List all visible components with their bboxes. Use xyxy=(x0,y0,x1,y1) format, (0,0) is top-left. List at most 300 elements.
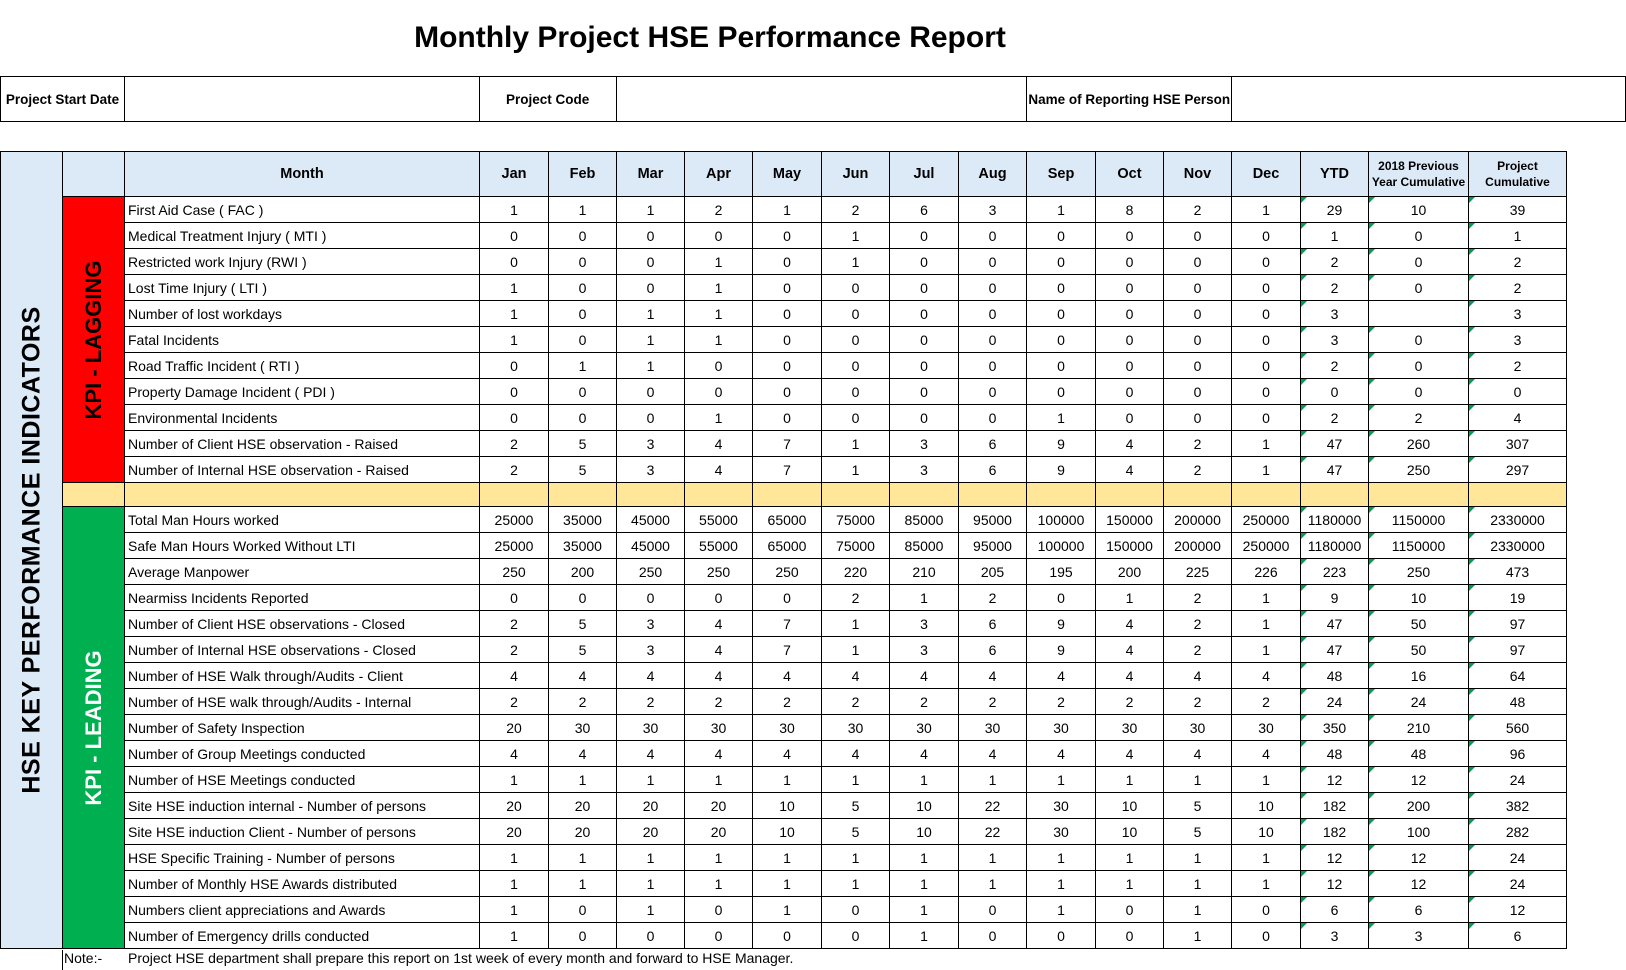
value-cell[interactable]: 12 xyxy=(1469,897,1567,923)
value-cell[interactable]: 4 xyxy=(1232,741,1301,767)
value-cell[interactable]: 0 xyxy=(822,327,890,353)
value-cell[interactable]: 250 xyxy=(685,559,753,585)
value-cell[interactable]: 1 xyxy=(822,871,890,897)
value-cell[interactable]: 0 xyxy=(1096,223,1164,249)
value-cell[interactable]: 0 xyxy=(685,223,753,249)
value-cell[interactable]: 19 xyxy=(1469,585,1567,611)
value-cell[interactable]: 5 xyxy=(549,431,617,457)
value-cell[interactable]: 0 xyxy=(959,379,1027,405)
value-cell[interactable]: 29 xyxy=(1301,197,1369,223)
value-cell[interactable]: 10 xyxy=(1369,197,1469,223)
value-cell[interactable]: 0 xyxy=(890,353,959,379)
value-cell[interactable]: 1 xyxy=(685,871,753,897)
value-cell[interactable]: 35000 xyxy=(549,507,617,533)
value-cell[interactable]: 4 xyxy=(1096,637,1164,663)
value-cell[interactable]: 0 xyxy=(1164,379,1232,405)
value-cell[interactable]: 6 xyxy=(959,457,1027,483)
value-cell[interactable]: 4 xyxy=(1164,741,1232,767)
value-cell[interactable]: 1 xyxy=(617,301,685,327)
value-cell[interactable]: 50 xyxy=(1369,611,1469,637)
value-cell[interactable]: 0 xyxy=(617,249,685,275)
value-cell[interactable]: 30 xyxy=(753,715,822,741)
value-cell[interactable]: 100 xyxy=(1369,819,1469,845)
value-cell[interactable]: 2 xyxy=(1164,431,1232,457)
value-cell[interactable]: 1 xyxy=(822,611,890,637)
value-cell[interactable]: 4 xyxy=(685,637,753,663)
value-cell[interactable]: 4 xyxy=(753,663,822,689)
value-cell[interactable]: 5 xyxy=(549,637,617,663)
value-cell[interactable]: 0 xyxy=(480,405,549,431)
value-cell[interactable]: 200 xyxy=(1369,793,1469,819)
value-cell[interactable]: 1 xyxy=(685,405,753,431)
value-cell[interactable]: 0 xyxy=(959,249,1027,275)
value-cell[interactable]: 0 xyxy=(753,353,822,379)
value-cell[interactable]: 65000 xyxy=(753,533,822,559)
value-cell[interactable]: 0 xyxy=(1096,897,1164,923)
value-cell[interactable]: 1 xyxy=(549,767,617,793)
value-cell[interactable]: 3 xyxy=(890,637,959,663)
value-cell[interactable]: 6 xyxy=(959,637,1027,663)
value-cell[interactable]: 0 xyxy=(959,223,1027,249)
value-cell[interactable]: 2 xyxy=(959,585,1027,611)
value-cell[interactable]: 1 xyxy=(959,871,1027,897)
value-cell[interactable]: 250000 xyxy=(1232,507,1301,533)
value-cell[interactable]: 0 xyxy=(1096,923,1164,949)
project-code-field[interactable] xyxy=(616,77,1027,122)
value-cell[interactable]: 1 xyxy=(1027,767,1096,793)
value-cell[interactable]: 210 xyxy=(890,559,959,585)
value-cell[interactable]: 0 xyxy=(1096,249,1164,275)
value-cell[interactable]: 5 xyxy=(549,457,617,483)
value-cell[interactable]: 2330000 xyxy=(1469,507,1567,533)
value-cell[interactable]: 1 xyxy=(549,353,617,379)
value-cell[interactable]: 0 xyxy=(890,223,959,249)
value-cell[interactable]: 0 xyxy=(617,275,685,301)
value-cell[interactable]: 0 xyxy=(822,923,890,949)
value-cell[interactable]: 4 xyxy=(685,741,753,767)
value-cell[interactable]: 6 xyxy=(1301,897,1369,923)
value-cell[interactable]: 2 xyxy=(822,689,890,715)
value-cell[interactable]: 1 xyxy=(480,897,549,923)
value-cell[interactable]: 5 xyxy=(1164,793,1232,819)
value-cell[interactable]: 1 xyxy=(549,845,617,871)
value-cell[interactable]: 0 xyxy=(890,275,959,301)
value-cell[interactable]: 0 xyxy=(549,223,617,249)
value-cell[interactable]: 2330000 xyxy=(1469,533,1567,559)
value-cell[interactable]: 1 xyxy=(480,275,549,301)
value-cell[interactable]: 2 xyxy=(1164,585,1232,611)
value-cell[interactable]: 0 xyxy=(959,275,1027,301)
value-cell[interactable]: 0 xyxy=(753,379,822,405)
value-cell[interactable]: 1 xyxy=(1027,845,1096,871)
value-cell[interactable]: 10 xyxy=(890,819,959,845)
value-cell[interactable]: 30 xyxy=(1096,715,1164,741)
value-cell[interactable]: 0 xyxy=(890,379,959,405)
value-cell[interactable]: 250 xyxy=(1369,457,1469,483)
value-cell[interactable]: 3 xyxy=(890,431,959,457)
value-cell[interactable]: 1 xyxy=(1232,767,1301,793)
value-cell[interactable]: 0 xyxy=(959,353,1027,379)
value-cell[interactable]: 9 xyxy=(1027,637,1096,663)
value-cell[interactable]: 1 xyxy=(685,275,753,301)
value-cell[interactable]: 4 xyxy=(1096,741,1164,767)
value-cell[interactable]: 1 xyxy=(890,845,959,871)
value-cell[interactable]: 1 xyxy=(822,845,890,871)
value-cell[interactable]: 1 xyxy=(1164,897,1232,923)
value-cell[interactable]: 182 xyxy=(1301,793,1369,819)
value-cell[interactable]: 0 xyxy=(1027,223,1096,249)
value-cell[interactable]: 1 xyxy=(480,301,549,327)
value-cell[interactable]: 1 xyxy=(617,327,685,353)
value-cell[interactable]: 4 xyxy=(685,663,753,689)
value-cell[interactable]: 24 xyxy=(1469,767,1567,793)
value-cell[interactable]: 2 xyxy=(549,689,617,715)
value-cell[interactable]: 0 xyxy=(617,223,685,249)
value-cell[interactable]: 0 xyxy=(1164,405,1232,431)
value-cell[interactable]: 1 xyxy=(1232,197,1301,223)
value-cell[interactable]: 382 xyxy=(1469,793,1567,819)
value-cell[interactable]: 30 xyxy=(1232,715,1301,741)
value-cell[interactable]: 35000 xyxy=(549,533,617,559)
value-cell[interactable]: 7 xyxy=(753,431,822,457)
value-cell[interactable]: 0 xyxy=(822,405,890,431)
value-cell[interactable]: 0 xyxy=(1164,275,1232,301)
value-cell[interactable]: 0 xyxy=(1369,223,1469,249)
value-cell[interactable]: 2 xyxy=(1164,457,1232,483)
value-cell[interactable]: 1 xyxy=(617,871,685,897)
value-cell[interactable]: 205 xyxy=(959,559,1027,585)
value-cell[interactable]: 3 xyxy=(1369,923,1469,949)
value-cell[interactable]: 0 xyxy=(822,379,890,405)
value-cell[interactable]: 200000 xyxy=(1164,533,1232,559)
value-cell[interactable]: 20 xyxy=(480,715,549,741)
value-cell[interactable]: 85000 xyxy=(890,533,959,559)
value-cell[interactable]: 1 xyxy=(822,249,890,275)
value-cell[interactable]: 1 xyxy=(1164,845,1232,871)
value-cell[interactable]: 2 xyxy=(1469,353,1567,379)
value-cell[interactable]: 1 xyxy=(1301,223,1369,249)
value-cell[interactable]: 30 xyxy=(1027,793,1096,819)
value-cell[interactable]: 12 xyxy=(1369,767,1469,793)
value-cell[interactable]: 4 xyxy=(480,663,549,689)
value-cell[interactable]: 9 xyxy=(1027,611,1096,637)
value-cell[interactable]: 250 xyxy=(753,559,822,585)
value-cell[interactable]: 0 xyxy=(959,327,1027,353)
value-cell[interactable] xyxy=(1369,301,1469,327)
value-cell[interactable]: 0 xyxy=(1027,379,1096,405)
value-cell[interactable]: 0 xyxy=(685,897,753,923)
value-cell[interactable]: 2 xyxy=(1027,689,1096,715)
value-cell[interactable]: 2 xyxy=(1469,275,1567,301)
value-cell[interactable]: 4 xyxy=(822,663,890,689)
value-cell[interactable]: 182 xyxy=(1301,819,1369,845)
value-cell[interactable]: 48 xyxy=(1469,689,1567,715)
value-cell[interactable]: 24 xyxy=(1369,689,1469,715)
value-cell[interactable]: 2 xyxy=(1301,405,1369,431)
value-cell[interactable]: 4 xyxy=(480,741,549,767)
value-cell[interactable]: 2 xyxy=(685,689,753,715)
value-cell[interactable]: 1 xyxy=(617,767,685,793)
value-cell[interactable]: 4 xyxy=(617,663,685,689)
value-cell[interactable]: 3 xyxy=(959,197,1027,223)
value-cell[interactable]: 1 xyxy=(685,845,753,871)
value-cell[interactable]: 225 xyxy=(1164,559,1232,585)
value-cell[interactable]: 20 xyxy=(685,819,753,845)
value-cell[interactable]: 20 xyxy=(685,793,753,819)
value-cell[interactable]: 1 xyxy=(480,871,549,897)
value-cell[interactable]: 3 xyxy=(1301,923,1369,949)
value-cell[interactable]: 95000 xyxy=(959,533,1027,559)
value-cell[interactable]: 0 xyxy=(1232,353,1301,379)
value-cell[interactable]: 3 xyxy=(1469,301,1567,327)
value-cell[interactable]: 1 xyxy=(1027,897,1096,923)
value-cell[interactable]: 0 xyxy=(1369,249,1469,275)
value-cell[interactable]: 1 xyxy=(890,871,959,897)
value-cell[interactable]: 0 xyxy=(1027,249,1096,275)
value-cell[interactable]: 0 xyxy=(480,585,549,611)
value-cell[interactable]: 20 xyxy=(549,793,617,819)
value-cell[interactable]: 0 xyxy=(1096,379,1164,405)
value-cell[interactable]: 0 xyxy=(549,275,617,301)
value-cell[interactable]: 1 xyxy=(1232,431,1301,457)
value-cell[interactable]: 1 xyxy=(1096,845,1164,871)
value-cell[interactable]: 5 xyxy=(822,819,890,845)
value-cell[interactable]: 9 xyxy=(1027,457,1096,483)
value-cell[interactable]: 1 xyxy=(685,767,753,793)
value-cell[interactable]: 3 xyxy=(617,457,685,483)
value-cell[interactable]: 0 xyxy=(1096,353,1164,379)
value-cell[interactable]: 1 xyxy=(753,871,822,897)
value-cell[interactable]: 1 xyxy=(1027,197,1096,223)
value-cell[interactable]: 4 xyxy=(1164,663,1232,689)
value-cell[interactable]: 0 xyxy=(1232,249,1301,275)
value-cell[interactable]: 8 xyxy=(1096,197,1164,223)
value-cell[interactable]: 0 xyxy=(1027,275,1096,301)
value-cell[interactable]: 0 xyxy=(1232,379,1301,405)
value-cell[interactable]: 75000 xyxy=(822,533,890,559)
value-cell[interactable]: 4 xyxy=(1096,663,1164,689)
value-cell[interactable]: 30 xyxy=(890,715,959,741)
value-cell[interactable]: 1 xyxy=(549,871,617,897)
value-cell[interactable]: 2 xyxy=(1096,689,1164,715)
value-cell[interactable]: 0 xyxy=(617,585,685,611)
value-cell[interactable]: 0 xyxy=(1232,275,1301,301)
value-cell[interactable]: 1 xyxy=(617,845,685,871)
value-cell[interactable]: 0 xyxy=(685,585,753,611)
value-cell[interactable]: 30 xyxy=(959,715,1027,741)
value-cell[interactable]: 2 xyxy=(822,197,890,223)
value-cell[interactable]: 0 xyxy=(685,353,753,379)
value-cell[interactable]: 1 xyxy=(890,767,959,793)
value-cell[interactable]: 0 xyxy=(549,585,617,611)
value-cell[interactable]: 1 xyxy=(822,767,890,793)
value-cell[interactable]: 0 xyxy=(1164,327,1232,353)
value-cell[interactable]: 4 xyxy=(959,663,1027,689)
value-cell[interactable]: 200 xyxy=(549,559,617,585)
value-cell[interactable]: 4 xyxy=(1096,457,1164,483)
value-cell[interactable]: 2 xyxy=(1301,353,1369,379)
value-cell[interactable]: 1 xyxy=(617,353,685,379)
value-cell[interactable]: 0 xyxy=(617,379,685,405)
value-cell[interactable]: 64 xyxy=(1469,663,1567,689)
value-cell[interactable]: 2 xyxy=(1164,689,1232,715)
value-cell[interactable]: 2 xyxy=(480,611,549,637)
value-cell[interactable]: 100000 xyxy=(1027,507,1096,533)
value-cell[interactable]: 4 xyxy=(1469,405,1567,431)
value-cell[interactable]: 1 xyxy=(1232,585,1301,611)
reporting-person-field[interactable] xyxy=(1232,77,1626,122)
value-cell[interactable]: 30 xyxy=(549,715,617,741)
value-cell[interactable]: 0 xyxy=(890,405,959,431)
value-cell[interactable]: 50 xyxy=(1369,637,1469,663)
value-cell[interactable]: 75000 xyxy=(822,507,890,533)
value-cell[interactable]: 0 xyxy=(549,379,617,405)
value-cell[interactable]: 4 xyxy=(617,741,685,767)
value-cell[interactable]: 47 xyxy=(1301,637,1369,663)
value-cell[interactable]: 0 xyxy=(549,923,617,949)
value-cell[interactable]: 47 xyxy=(1301,431,1369,457)
value-cell[interactable]: 1 xyxy=(480,767,549,793)
value-cell[interactable]: 22 xyxy=(959,819,1027,845)
value-cell[interactable]: 2 xyxy=(1164,637,1232,663)
value-cell[interactable]: 0 xyxy=(753,327,822,353)
value-cell[interactable]: 0 xyxy=(1164,249,1232,275)
value-cell[interactable]: 45000 xyxy=(617,533,685,559)
value-cell[interactable]: 1 xyxy=(1027,405,1096,431)
value-cell[interactable]: 0 xyxy=(1369,275,1469,301)
value-cell[interactable]: 30 xyxy=(1027,819,1096,845)
value-cell[interactable]: 1 xyxy=(685,327,753,353)
value-cell[interactable]: 39 xyxy=(1469,197,1567,223)
value-cell[interactable]: 3 xyxy=(617,637,685,663)
value-cell[interactable]: 4 xyxy=(685,611,753,637)
value-cell[interactable]: 0 xyxy=(959,897,1027,923)
value-cell[interactable]: 20 xyxy=(617,819,685,845)
value-cell[interactable]: 0 xyxy=(1027,585,1096,611)
value-cell[interactable]: 0 xyxy=(1369,379,1469,405)
value-cell[interactable]: 1 xyxy=(1096,585,1164,611)
value-cell[interactable]: 4 xyxy=(549,663,617,689)
value-cell[interactable]: 47 xyxy=(1301,611,1369,637)
value-cell[interactable]: 0 xyxy=(480,353,549,379)
value-cell[interactable]: 3 xyxy=(617,431,685,457)
value-cell[interactable]: 0 xyxy=(1027,923,1096,949)
value-cell[interactable]: 12 xyxy=(1301,871,1369,897)
value-cell[interactable]: 195 xyxy=(1027,559,1096,585)
value-cell[interactable]: 1 xyxy=(959,845,1027,871)
value-cell[interactable]: 1150000 xyxy=(1369,533,1469,559)
value-cell[interactable]: 0 xyxy=(1096,301,1164,327)
value-cell[interactable]: 1 xyxy=(822,223,890,249)
value-cell[interactable]: 6 xyxy=(1369,897,1469,923)
value-cell[interactable]: 0 xyxy=(822,301,890,327)
value-cell[interactable]: 250 xyxy=(617,559,685,585)
value-cell[interactable]: 0 xyxy=(1232,897,1301,923)
value-cell[interactable]: 48 xyxy=(1301,741,1369,767)
value-cell[interactable]: 1 xyxy=(959,767,1027,793)
value-cell[interactable]: 282 xyxy=(1469,819,1567,845)
value-cell[interactable]: 2 xyxy=(480,431,549,457)
value-cell[interactable]: 0 xyxy=(1027,353,1096,379)
value-cell[interactable]: 1 xyxy=(822,431,890,457)
value-cell[interactable]: 10 xyxy=(1096,793,1164,819)
value-cell[interactable]: 0 xyxy=(1369,353,1469,379)
value-cell[interactable]: 0 xyxy=(753,923,822,949)
value-cell[interactable]: 1 xyxy=(617,897,685,923)
value-cell[interactable]: 2 xyxy=(480,689,549,715)
value-cell[interactable]: 0 xyxy=(1232,405,1301,431)
value-cell[interactable]: 2 xyxy=(617,689,685,715)
value-cell[interactable]: 0 xyxy=(753,223,822,249)
value-cell[interactable]: 2 xyxy=(890,689,959,715)
value-cell[interactable]: 55000 xyxy=(685,533,753,559)
value-cell[interactable]: 1 xyxy=(1027,871,1096,897)
value-cell[interactable]: 16 xyxy=(1369,663,1469,689)
value-cell[interactable]: 24 xyxy=(1469,845,1567,871)
value-cell[interactable]: 4 xyxy=(1096,431,1164,457)
value-cell[interactable]: 95000 xyxy=(959,507,1027,533)
value-cell[interactable]: 6 xyxy=(1469,923,1567,949)
value-cell[interactable]: 200 xyxy=(1096,559,1164,585)
value-cell[interactable]: 2 xyxy=(1164,197,1232,223)
value-cell[interactable]: 1 xyxy=(685,249,753,275)
value-cell[interactable]: 2 xyxy=(480,637,549,663)
value-cell[interactable]: 1150000 xyxy=(1369,507,1469,533)
value-cell[interactable]: 0 xyxy=(1469,379,1567,405)
value-cell[interactable]: 220 xyxy=(822,559,890,585)
value-cell[interactable]: 24 xyxy=(1301,689,1369,715)
value-cell[interactable]: 0 xyxy=(685,379,753,405)
value-cell[interactable]: 4 xyxy=(685,431,753,457)
value-cell[interactable]: 4 xyxy=(959,741,1027,767)
value-cell[interactable]: 4 xyxy=(1027,663,1096,689)
value-cell[interactable]: 4 xyxy=(890,741,959,767)
value-cell[interactable]: 6 xyxy=(959,611,1027,637)
value-cell[interactable]: 150000 xyxy=(1096,507,1164,533)
value-cell[interactable]: 2 xyxy=(1301,249,1369,275)
value-cell[interactable]: 96 xyxy=(1469,741,1567,767)
value-cell[interactable]: 55000 xyxy=(685,507,753,533)
start-date-field[interactable] xyxy=(124,77,479,122)
value-cell[interactable]: 7 xyxy=(753,611,822,637)
value-cell[interactable]: 0 xyxy=(549,301,617,327)
value-cell[interactable]: 0 xyxy=(890,249,959,275)
value-cell[interactable]: 10 xyxy=(753,819,822,845)
value-cell[interactable]: 5 xyxy=(1164,819,1232,845)
value-cell[interactable]: 2 xyxy=(1164,611,1232,637)
value-cell[interactable]: 0 xyxy=(480,379,549,405)
value-cell[interactable]: 1 xyxy=(1164,923,1232,949)
value-cell[interactable]: 0 xyxy=(480,249,549,275)
value-cell[interactable]: 0 xyxy=(959,923,1027,949)
value-cell[interactable]: 6 xyxy=(890,197,959,223)
value-cell[interactable]: 250 xyxy=(1369,559,1469,585)
value-cell[interactable]: 0 xyxy=(480,223,549,249)
value-cell[interactable]: 0 xyxy=(753,585,822,611)
value-cell[interactable]: 30 xyxy=(617,715,685,741)
value-cell[interactable]: 260 xyxy=(1369,431,1469,457)
value-cell[interactable]: 2 xyxy=(822,585,890,611)
value-cell[interactable]: 0 xyxy=(1164,223,1232,249)
value-cell[interactable]: 65000 xyxy=(753,507,822,533)
value-cell[interactable]: 1 xyxy=(480,923,549,949)
value-cell[interactable]: 1 xyxy=(1164,767,1232,793)
value-cell[interactable]: 1 xyxy=(1164,871,1232,897)
value-cell[interactable]: 2 xyxy=(959,689,1027,715)
value-cell[interactable]: 4 xyxy=(1027,741,1096,767)
value-cell[interactable]: 3 xyxy=(890,611,959,637)
value-cell[interactable]: 30 xyxy=(1164,715,1232,741)
